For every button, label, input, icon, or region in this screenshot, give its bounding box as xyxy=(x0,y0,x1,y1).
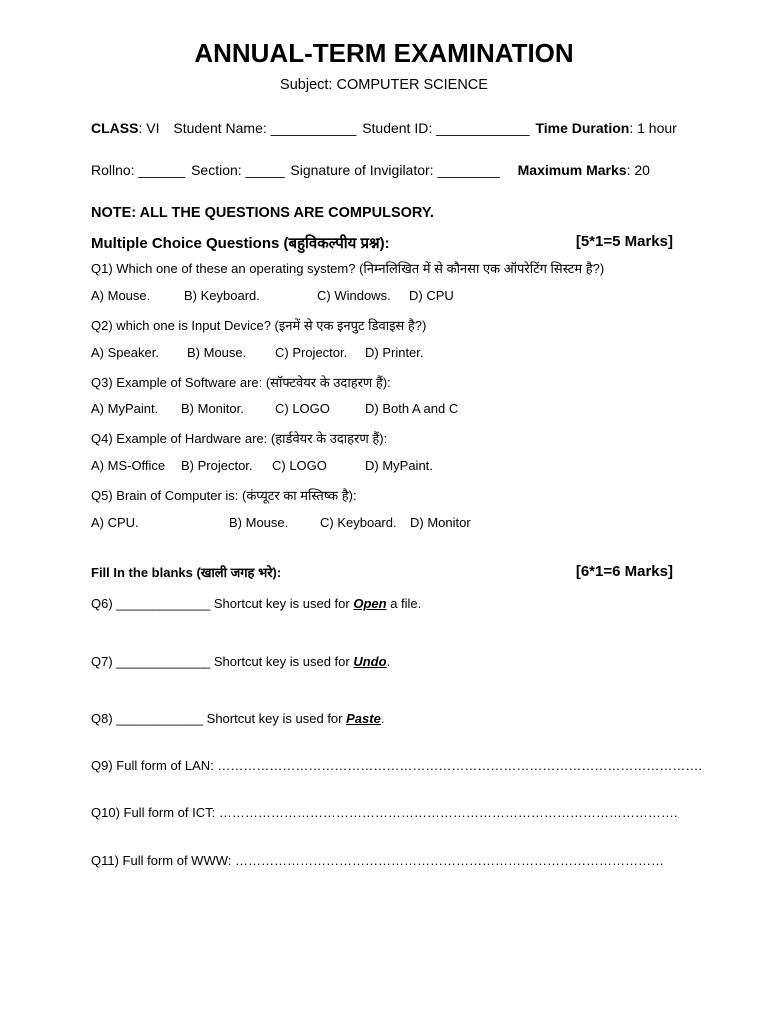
subject-line xyxy=(0,77,768,93)
question-1-options xyxy=(91,288,691,306)
question-10: Q10) Full form of ICT: ……………………………………………………………………………………………. xyxy=(91,805,678,820)
mcq-heading xyxy=(91,233,673,253)
class-label: CLASS xyxy=(91,120,139,136)
question-5: Q5) Brain of Computer is: (कंप्यूटर का मस्तिष्क है): xyxy=(91,488,357,503)
option-d: D) Monitor xyxy=(410,515,471,530)
option-a: A) Speaker. xyxy=(91,345,159,360)
signature-field: Signature of Invigilator: ________ xyxy=(290,162,500,178)
question-1: Q1) Which one of these an operating system? (निम्नलिखित में से कौनसा एक ऑपरेटिंग सिस्टम है?) xyxy=(91,261,605,276)
question-6 xyxy=(91,596,421,611)
subject-value: COMPUTER SCIENCE xyxy=(336,77,488,93)
option-c: C) Keyboard. xyxy=(320,515,397,530)
option-b: B) Keyboard. xyxy=(184,288,260,303)
info-row-2 xyxy=(91,162,650,178)
exam-title: ANNUAL-TERM EXAMINATION xyxy=(194,38,574,68)
option-a: A) CPU. xyxy=(91,515,139,530)
option-d: D) MyPaint. xyxy=(365,458,433,473)
option-d: D) CPU xyxy=(409,288,454,303)
question-4: Q4) Example of Hardware are: (हार्डवेयर के उदाहरण हैं): xyxy=(91,431,388,446)
question-3: Q3) Example of Software are: (सॉफ्टवेयर के उदाहरण हैं): xyxy=(91,375,391,390)
question-8-text: Q8) ____________ Shortcut key is used for xyxy=(91,711,347,726)
section-field: Section: _____ xyxy=(191,162,285,178)
option-a: A) MS-Office xyxy=(91,458,166,473)
option-b: B) Projector. xyxy=(181,458,253,473)
option-b: B) Mouse. xyxy=(187,345,247,360)
question-8-keyword: Paste xyxy=(346,711,381,726)
max-marks-value: : 20 xyxy=(626,162,650,178)
option-b: B) Monitor. xyxy=(181,401,244,416)
question-2-options xyxy=(91,345,691,363)
compulsory-note: NOTE: ALL THE QUESTIONS ARE COMPULSORY. xyxy=(91,205,434,221)
option-c: C) Windows. xyxy=(317,288,391,303)
option-a: A) Mouse. xyxy=(91,288,151,303)
question-6-keyword: Open xyxy=(353,596,387,611)
max-marks-label: Maximum Marks xyxy=(517,162,627,178)
question-7-text: Q7) _____________ Shortcut key is used for xyxy=(91,654,354,669)
mcq-marks: [5*1=5 Marks] xyxy=(575,233,673,250)
mcq-heading-text: Multiple Choice Questions (बहुविकल्पीय प्रश्न): xyxy=(91,235,390,252)
student-name-field: Student Name: ___________ xyxy=(173,120,357,136)
question-8 xyxy=(91,711,384,726)
question-7 xyxy=(91,654,390,669)
rollno-field: Rollno: ______ xyxy=(91,162,186,178)
class-value: : VI xyxy=(138,120,160,136)
option-d: D) Printer. xyxy=(365,345,424,360)
question-11: Q11) Full form of WWW: ……………………………………………………………………………………… xyxy=(91,853,664,868)
time-value: : 1 hour xyxy=(629,120,677,136)
option-a: A) MyPaint. xyxy=(91,401,159,416)
question-7-suffix: . xyxy=(386,654,391,669)
question-7-keyword: Undo xyxy=(353,654,387,669)
question-2: Q2) which one is Input Device? (इनमें से एक इनपुट डिवाइस है?) xyxy=(91,318,427,333)
fill-marks: [6*1=6 Marks] xyxy=(575,563,673,580)
question-9: Q9) Full form of LAN: …………………………………………………………………………………………………. xyxy=(91,758,703,773)
option-b: B) Mouse. xyxy=(229,515,289,530)
option-c: C) LOGO xyxy=(275,401,330,416)
fill-heading-text: Fill In the blanks (खाली जगह भरे): xyxy=(91,565,282,580)
option-c: C) Projector. xyxy=(275,345,348,360)
student-id-field: Student ID: ____________ xyxy=(362,120,530,136)
question-3-options xyxy=(91,401,691,419)
option-c: C) LOGO xyxy=(272,458,327,473)
info-row-1 xyxy=(91,120,677,136)
time-label: Time Duration xyxy=(535,120,630,136)
subject-label: Subject: xyxy=(280,77,333,93)
question-8-suffix: . xyxy=(380,711,385,726)
question-6-suffix: a file. xyxy=(386,596,422,611)
option-d: D) Both A and C xyxy=(365,401,459,416)
question-5-options xyxy=(91,515,691,533)
question-6-text: Q6) _____________ Shortcut key is used for xyxy=(91,596,354,611)
fill-heading xyxy=(91,563,673,581)
question-4-options xyxy=(91,458,691,476)
